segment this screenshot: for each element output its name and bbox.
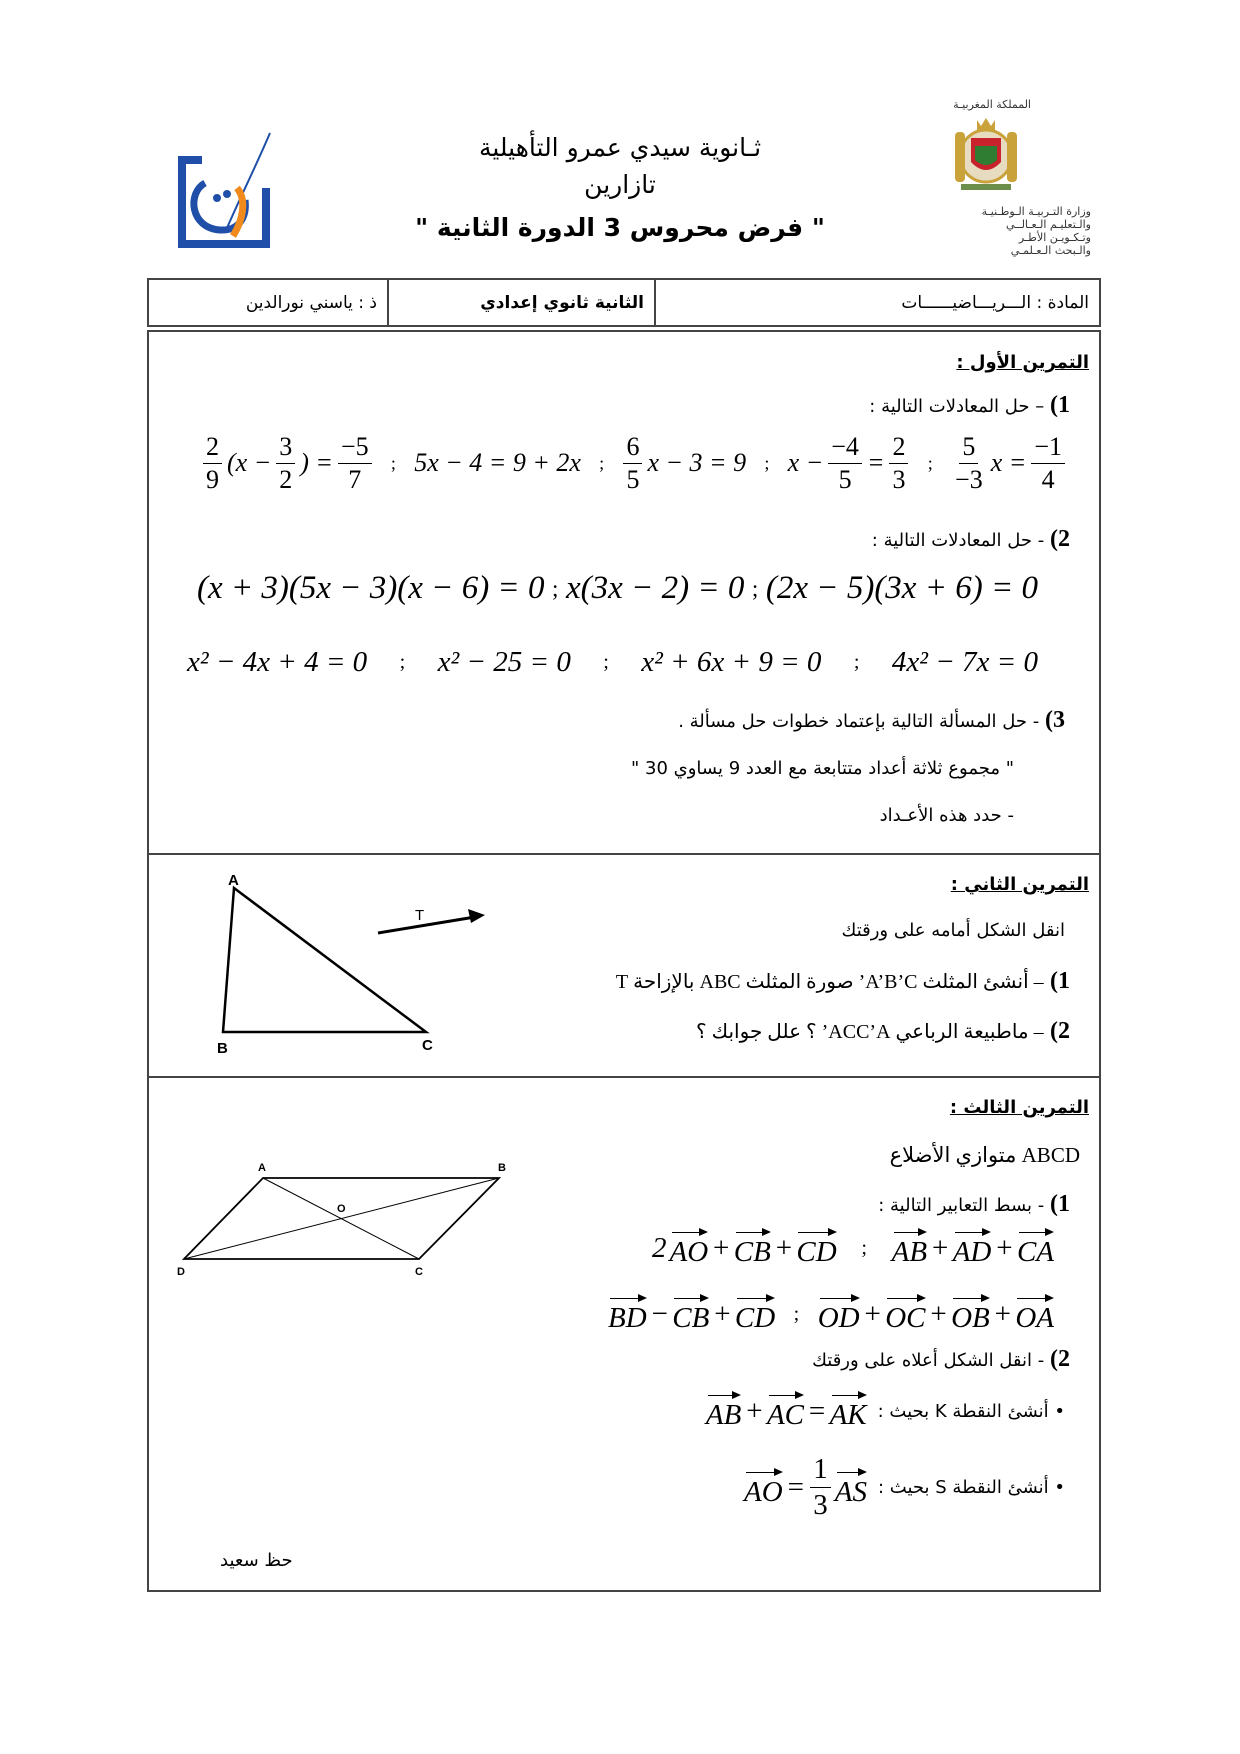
emblem-ministry-line-3: وتـكـويـن الأطـر	[1018, 231, 1091, 244]
numerator: 1	[810, 1455, 831, 1488]
denominator: 5	[838, 464, 852, 494]
vector: BD	[608, 1293, 647, 1335]
city-name: تازارين	[584, 170, 656, 199]
denominator: 5	[626, 464, 640, 494]
ex1-q3-number: 3)	[1045, 707, 1065, 733]
math-expression	[436, 646, 573, 679]
denominator: 9	[206, 464, 219, 494]
emblem-ministry-line-2: والـتعليـم الـعـالــي	[1005, 218, 1091, 231]
ex2-q2	[696, 1018, 1070, 1045]
vector: AO	[670, 1227, 709, 1269]
math-text: +	[994, 1231, 1014, 1264]
separator: ;	[399, 650, 406, 673]
diagonal-bd	[184, 1178, 499, 1259]
separator: ;	[390, 452, 396, 473]
math-expression	[743, 1455, 868, 1520]
ex1-q2-row-1	[195, 566, 1040, 610]
math-text: =	[807, 1394, 827, 1427]
separator: ;	[764, 452, 770, 473]
math-text: 5x − 4 = 9 + 2x	[414, 448, 581, 477]
exercise-3-heading: التمرين الثالث :	[949, 1097, 1089, 1118]
math-text: 2	[652, 1231, 667, 1264]
numerator: −5	[338, 434, 372, 464]
ex3-construct-k	[705, 1390, 1065, 1432]
math-expression	[890, 646, 1040, 679]
level-cell	[389, 280, 656, 325]
fraction	[623, 431, 642, 494]
school-logo	[175, 128, 275, 250]
school-name: ثـانوية سيدي عمرو التأهيلية	[478, 133, 762, 162]
parallelogram-figure	[170, 1155, 520, 1280]
vector: OC	[885, 1293, 925, 1335]
closing-good-luck: حظ سعيد	[220, 1550, 293, 1571]
math-text: (x −	[227, 448, 272, 477]
separator: ;	[793, 1302, 800, 1325]
ex1-task: - حدد هذه الأعـداد	[879, 805, 1014, 826]
separator: ;	[927, 452, 933, 473]
triangle-abc	[223, 888, 426, 1032]
math-text: =	[866, 448, 885, 477]
label-c: C	[415, 1266, 423, 1278]
ex1-q2-number: 2)	[1050, 526, 1070, 552]
math-text: x(3x − 2) = 0	[566, 569, 745, 606]
subject: المادة : الـــريـــاضيــــــات	[901, 292, 1089, 313]
separator: ;	[751, 574, 759, 601]
ex3-q1-row-1	[650, 1226, 1055, 1270]
math-expression	[650, 1227, 838, 1269]
label-a: A	[258, 1162, 266, 1174]
vector-arrowhead-icon	[468, 909, 485, 923]
numerator: 2	[889, 434, 908, 464]
numerator: −1	[1031, 434, 1065, 464]
ex1-q2-text: - حل المعادلات التالية :	[871, 530, 1045, 551]
vector: CD	[796, 1227, 836, 1269]
ex1-q3	[678, 707, 1065, 734]
vector: AB	[892, 1227, 927, 1269]
ex3-q1-text: - بسط التعابير التالية :	[878, 1195, 1045, 1216]
math-text: 4x² − 7x = 0	[891, 645, 1038, 678]
k-text: • أنشئ النقطة K بحيث :	[877, 1400, 1065, 1422]
info-table	[147, 278, 1101, 327]
kingdom-emblem	[885, 98, 1091, 257]
separator: ;	[853, 650, 860, 673]
math-text: +	[711, 1231, 731, 1264]
label-t: T	[415, 907, 425, 924]
numerator: 3	[276, 434, 295, 464]
math-text: (2x − 5)(3x + 6) = 0	[765, 569, 1038, 606]
denominator: 4	[1041, 464, 1055, 494]
math-expression	[195, 570, 546, 607]
math-text: x² − 4x + 4 = 0	[187, 645, 368, 678]
math-text: x =	[990, 448, 1027, 477]
math-text: +	[862, 1297, 883, 1330]
vector: AK	[830, 1390, 867, 1432]
label-o: O	[337, 1203, 346, 1215]
math-text: +	[930, 1231, 950, 1264]
math-expression	[786, 431, 912, 494]
denominator: 3	[892, 464, 906, 494]
label-a: A	[228, 872, 239, 889]
denominator: −3	[955, 464, 983, 494]
math-text: x² − 25 = 0	[437, 645, 571, 678]
ex1-q1-text: – حل المعادلات التالية :	[869, 396, 1045, 417]
math-text: (x + 3)(5x − 3)(x − 6) = 0	[197, 569, 545, 606]
ex1-q2	[872, 526, 1070, 553]
math-expression	[891, 1227, 1055, 1269]
math-text: ) =	[300, 448, 333, 477]
exercise-2-heading: التمرين الثاني :	[950, 874, 1089, 895]
s-equation	[743, 1455, 868, 1520]
separator: ;	[603, 650, 609, 673]
label-d: D	[177, 1266, 185, 1278]
math-text: +	[773, 1231, 794, 1264]
vector: OA	[1015, 1293, 1054, 1335]
fraction	[828, 431, 862, 494]
math-text: −	[649, 1297, 670, 1330]
fraction	[338, 431, 372, 494]
math-text: +	[712, 1297, 732, 1330]
math-text: =	[785, 1471, 806, 1503]
math-expression	[764, 570, 1040, 607]
vector: AS	[835, 1467, 867, 1509]
math-expression	[817, 1293, 1055, 1335]
math-text: x − 3 = 9	[647, 448, 747, 477]
vector: AO	[744, 1467, 783, 1509]
ex2-q1-text: – أنشئ المثلث A’B’C’ صورة المثلث ABC بالإزاحة T	[615, 971, 1044, 993]
s-text: • أنشئ النقطة S بحيث :	[878, 1477, 1065, 1498]
ex3-q2	[812, 1346, 1070, 1373]
ex1-q2-row-2	[185, 642, 1040, 682]
exercise-1-heading: التمرين الأول :	[956, 352, 1089, 373]
class-level: الثانية ثانوي إعدادي	[480, 292, 644, 313]
emblem-kingdom-label: المملكة المغربيـة	[953, 98, 1031, 111]
vector: OB	[951, 1293, 990, 1335]
ex1-q3-text: - حل المسألة التالية بإعتماد خطوات حل مسألة .	[678, 711, 1040, 732]
k-equation	[705, 1390, 868, 1432]
fraction	[810, 1455, 831, 1520]
ex3-q2-text: - انقل الشكل أعلاه على ورقتك	[812, 1350, 1045, 1371]
teacher-cell	[149, 280, 389, 325]
ex2-q2-text: – ماطبيعة الرباعي ACC’A’ ؟ علل جوابك ؟	[696, 1021, 1044, 1043]
subject-cell	[656, 280, 1099, 325]
ex2-q2-number: 2)	[1050, 1018, 1070, 1044]
vector: AD	[953, 1227, 992, 1269]
exam-title: " فرض محروس 3 الدورة الثانية "	[415, 213, 825, 242]
emblem-ministry-line-1: وزارة التـربيـة الـوطـنيـة	[981, 205, 1091, 218]
ex1-q1-equations	[200, 428, 1068, 498]
emblem-ministry-line-4: والـبحث الـعـلمـي	[1010, 244, 1091, 257]
ex1-problem-statement: " مجموع ثلاثة أعداد متتابعة مع العدد 9 يساوي 30 "	[631, 758, 1014, 779]
numerator: −4	[828, 434, 862, 464]
math-expression	[412, 448, 583, 478]
math-expression	[185, 646, 369, 679]
fraction	[889, 431, 908, 494]
vector: OD	[818, 1293, 860, 1335]
fraction	[1031, 431, 1065, 494]
denominator: 7	[348, 464, 362, 494]
ex3-q1	[878, 1191, 1070, 1218]
divider-ex1-ex2	[147, 853, 1101, 855]
math-expression	[949, 431, 1068, 494]
vector: CB	[734, 1227, 771, 1269]
ex3-q2-number: 2)	[1050, 1346, 1070, 1372]
numerator: 6	[623, 434, 642, 464]
triangle-figure	[200, 865, 510, 1055]
math-expression	[564, 570, 746, 607]
math-expression	[620, 431, 748, 494]
ex3-intro: ABCD متوازي الأضلاع	[889, 1143, 1080, 1167]
divider-ex2-ex3	[147, 1076, 1101, 1078]
vector: CA	[1017, 1227, 1054, 1269]
math-text: x −	[787, 448, 824, 477]
label-c: C	[422, 1037, 433, 1054]
ex3-q1-row-2	[607, 1292, 1055, 1336]
ex1-q1	[869, 392, 1070, 419]
numerator: 2	[203, 434, 222, 464]
ex2-q1-number: 1)	[1050, 968, 1070, 994]
math-expression	[705, 1390, 868, 1432]
math-expression	[200, 431, 375, 494]
vector: CD	[735, 1293, 775, 1335]
separator: ;	[552, 574, 559, 601]
ex2-q1	[616, 968, 1070, 995]
label-b: B	[498, 1162, 506, 1174]
fraction	[276, 431, 295, 494]
separator: ;	[599, 452, 605, 473]
vector: CB	[672, 1293, 709, 1335]
label-b: B	[217, 1040, 228, 1055]
ex2-intro: انقل الشكل أمامه على ورقتك	[841, 920, 1065, 941]
math-text: +	[744, 1394, 764, 1427]
fraction	[952, 431, 986, 494]
math-text: +	[928, 1297, 949, 1330]
separator: ;	[861, 1236, 867, 1259]
ex3-construct-s	[743, 1455, 1065, 1520]
vector: AB	[706, 1390, 741, 1432]
ex3-q1-number: 1)	[1050, 1191, 1070, 1217]
math-expression	[639, 646, 823, 679]
math-text: +	[992, 1297, 1013, 1330]
math-expression	[607, 1293, 776, 1335]
numerator: 5	[959, 434, 978, 464]
denominator: 3	[813, 1489, 828, 1521]
ex1-q1-number: 1)	[1050, 392, 1070, 418]
fraction	[203, 431, 222, 494]
math-text: x² + 6x + 9 = 0	[641, 645, 822, 678]
translation-vector-t	[378, 917, 475, 933]
vector: AC	[767, 1390, 804, 1432]
denominator: 2	[279, 464, 293, 494]
teacher-name: ذ : ياسني نورالدين	[245, 292, 377, 313]
